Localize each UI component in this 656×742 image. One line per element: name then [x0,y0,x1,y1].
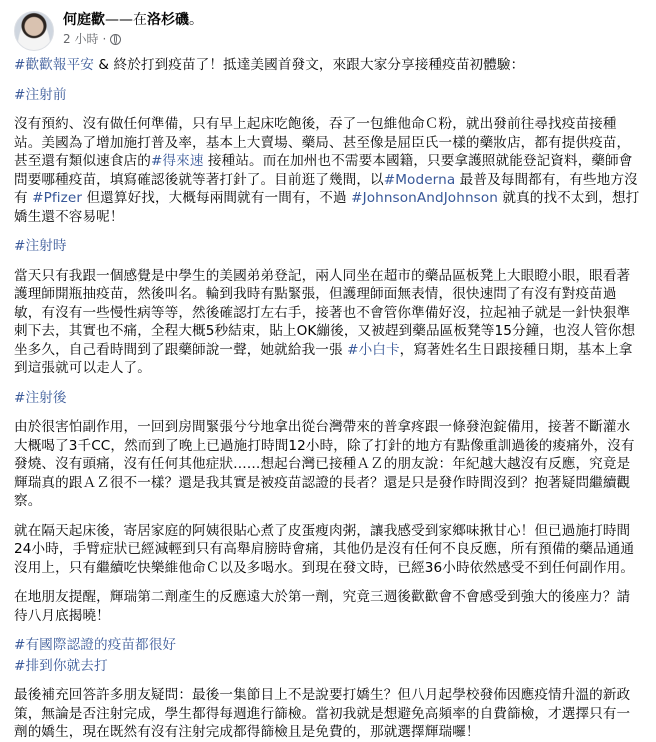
post-timestamp[interactable]: 2 小時 [63,32,99,46]
globe-icon[interactable] [110,34,121,45]
section-tag-during[interactable] [14,237,642,256]
author-name[interactable]: 何庭歡 [63,12,105,28]
after-paragraph-1: 由於很害怕副作用，一回到房間緊張兮兮地拿出從台灣帶來的普拿疼跟一條發泡錠備用，接著不斷灌水大概喝了3千CC，然而到了晚上已過施打時間12小時，除了打針的地方有點像重訓過後的痠痛外，沒有發燒、沒有頭痛，沒有任何其他症狀……想起台灣已接種ＡＺ的朋友說：年紀越大越沒有反應，究竟是輝瑞真的跟ＡＺ很不一樣？還是我其實是被疫苗認證的長者？還是只是發作時間沒到？抱著疑問繼續觀察。 [14,419,635,509]
author-line [63,11,203,29]
hashtag-link[interactable]: #歡歡報平安 [14,57,94,73]
place-link[interactable]: 洛杉磯 [147,12,189,28]
hashtag-link[interactable]: #小白卡 [347,341,400,358]
post-subline [63,31,203,47]
paragraph-text: 就真的找不太到，想打嬌生還不容易呢！ [14,190,640,225]
author-dash: —— [105,12,133,28]
hashtag-link[interactable]: #JohnsonAndJohnson [351,190,498,206]
place-period: 。 [189,12,203,28]
post-body [14,56,642,742]
closing-tag-2[interactable] [14,657,642,676]
paragraph-text: ，寫著姓名生日跟接種日期，基本上拿到這張就可以走人了。 [14,341,633,376]
closing-paragraph: 最後補充回答許多朋友疑問：最後一集節目上不是說要打嬌生？但八月起學校發佈因應疫情升溫的新政策，無論是否注射完成，學生都得每週進行篩檢。當初我就是想避免高頻率的自費篩檢，才選擇只有一劑的嬌生，現在既然有沒有注射完成都得篩檢且是免費的，那就選擇輝瑞囉！ [14,687,631,740]
hashtag-link[interactable]: #注射前 [14,86,67,103]
before-paragraph [14,115,642,226]
during-paragraph [14,267,642,378]
closing-tag-1[interactable] [14,636,642,655]
place-prefix: 在 [133,12,147,28]
post-meta [63,10,203,47]
section-tag-after[interactable] [14,389,642,408]
after-paragraph-2: 就在隔天起床後，寄居家庭的阿姨很貼心煮了皮蛋瘦肉粥，讓我感受到家鄉味揪甘心！但已過施打時間24小時，手臂症狀已經減輕到只有高舉肩膀時會痛，其他仍是沒有任何不良反應，所有預備的藥品通通沒用上，只有繼續吃快樂維他命Ｃ以及多喝水。到現在發文時，已經36小時依然感受不到任何副作用。 [14,522,635,576]
intro-text: & 終於打到疫苗了！抵達美國首發文，來跟大家分享接種疫苗初體驗： [93,57,525,73]
hashtag-link[interactable]: #注射時 [14,238,67,254]
hashtag-link[interactable]: #有國際認證的疫苗都很好 [14,637,177,653]
paragraph-text: 接種站。而在加州也不需要本國籍，只要拿護照就能登記資料，藥師會問要哪種疫苗，填寫確認後就等著打針了。目前逛了幾間，以 [14,153,633,188]
avatar[interactable] [14,11,54,51]
paragraph-text: 當天只有我跟一個感覺是中學生的美國弟弟登記，兩人同坐在超市的藥品區板凳上大眼瞪小眼，眼看著護理師開瓶抽疫苗，然後叫名。輪到我時有點緊張，但護理師面無表情，很快速問了有沒有對疫苗過敏，有沒有一些慢性病等等，然後確認打左右手，接著也不會管你準備好沒，拉起袖子就是一針快狠準刺下去，其實也不痛，全程大概5秒結束，貼上OK繃後，又被趕到藥品區板凳等15分鐘，也沒人管你想坐多久，自己看時間到了跟藥師說一聲，她就給我一張 [14,267,636,358]
hashtag-link[interactable]: #Moderna [383,171,456,188]
paragraph-text: 但還算好找，大概每兩間就有一間有，不過 [82,190,352,206]
hashtag-link[interactable]: #得來速 [150,153,204,169]
intro-paragraph [14,56,642,75]
after-paragraph-3: 在地朋友提醒，輝瑞第二劑產生的反應遠大於第一劑，究竟三週後歡歡會不會感受到強大的後座力？請待八月底揭曉！ [14,589,631,624]
hashtag-link[interactable]: #Pfizer [32,190,83,206]
dot-separator: · [102,32,107,46]
post-header [14,10,642,56]
paragraph-text: 沒有預約、沒有做任何準備，只有早上起床吃飽後，吞了一包維他命Ｃ粉，就出發前往尋找疫苗接種站。美國為了增加施打普及率，基本上大賣場、藥局、甚至像是屈臣氏一樣的藥妝店，都有提供疫苗，甚至還有類似速食店的 [14,116,631,169]
section-tag-before[interactable] [14,86,642,105]
hashtag-link[interactable]: #注射後 [14,389,67,406]
hashtag-link[interactable]: #排到你就去打 [14,657,108,674]
paragraph-text: 最普及每間都有，有些地方沒有 [14,171,638,206]
